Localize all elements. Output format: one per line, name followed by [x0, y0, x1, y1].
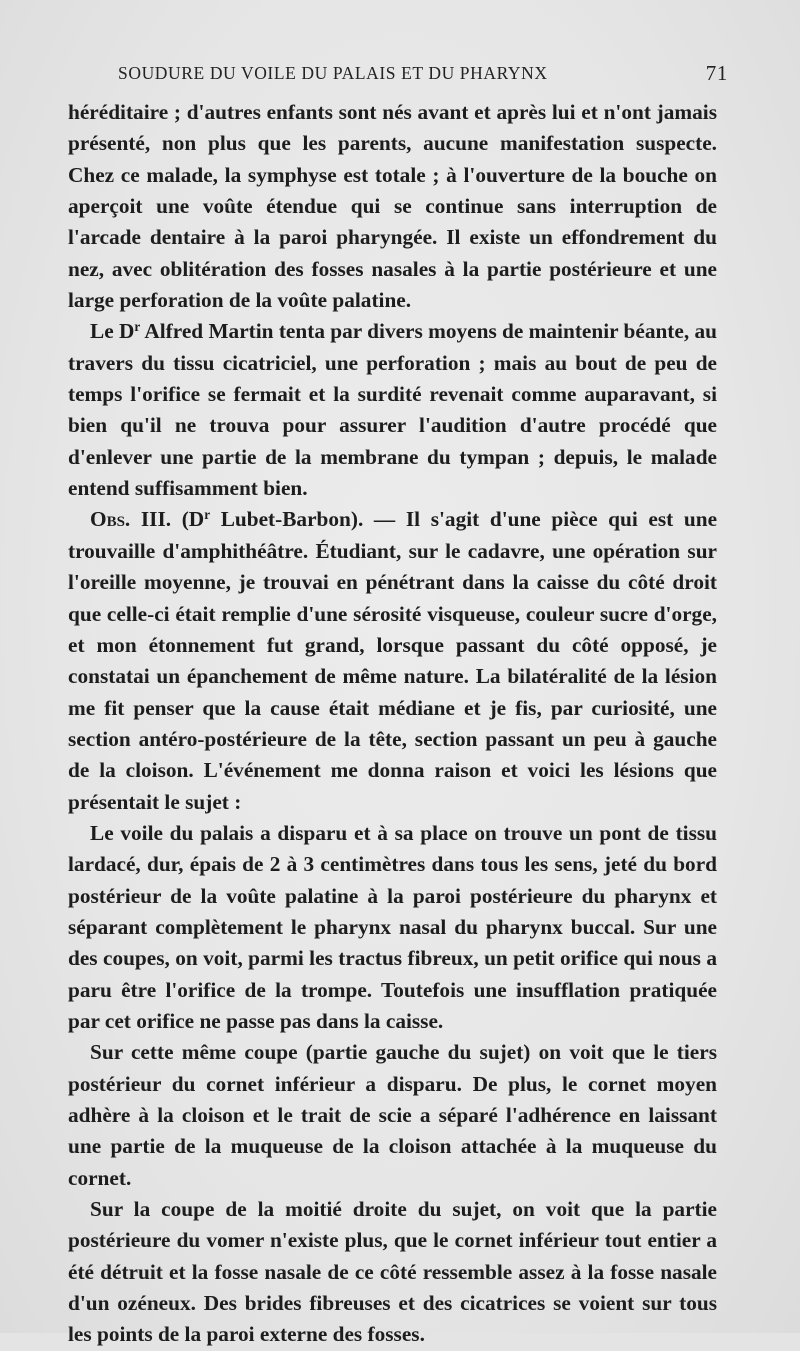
paragraph-text: — Il s'agit d'une pièce qui est une trouvaille d'amphithéâtre. Étudiant, sur le cadavre, une opération sur l'oreille moyenne, je trouvai en pénétrant dans la caisse du côté droit que celle-ci était remplie d'une sérosité visqueuse, couleur sucre d'orge, et mon étonnement fut grand, lorsque passant du côté opposé, je constatai un épanchement de même nature. La bilatéralité de la lésion me fit penser que la cause était médiane et je fis, par curiosité, une section antéro-postérieure de la tête, section passant un peu à gauche de la cloison. L'événement me donna raison et voici les lésions que présentait le sujet : [68, 507, 718, 814]
author-sup: r [204, 507, 211, 523]
running-title: SOUDURE DU VOILE DU PALAIS ET DU PHARYNX [118, 63, 548, 83]
paragraph-coupe-gauche: Sur cette même coupe (partie gauche du sujet) on voit que le tiers postérieur du cornet inférieur a disparu. De plus, le cornet moyen adhère à la cloison et le trait de scie a séparé l'adhérence en laissant une partie de la muqueuse de la cloison attachée à la muqueuse du cornet. [68, 1040, 717, 1190]
body-text [68, 97, 717, 1351]
author-name: Lubet-Barbon). [210, 507, 364, 532]
paragraph-voile: Le voile du palais a disparu et à sa place on trouve un pont de tissu lardacé, dur, épais de 2 à 3 centimètres dans tous les sens, jeté du bord postérieur de la voûte palatine à la paroi postérieure du pharynx et séparant complètement le pharynx nasal du pharynx buccal. Sur une des coupes, on voit, parmi les tractus fibreux, un petit orifice qui nous a paru être l'orifice de la trompe. Toutefois une insufflation pratiquée par cet orifice ne passe pas dans la caisse. [68, 820, 717, 1033]
paragraph-text: Alfred Martin tenta par divers moyens de maintenir béante, au travers du tissu cicatriciel, une perforation ; mais au bout de peu de temps l'orifice se fermait et la surdité revenait comme auparavant, si bien qu'il ne trouva pour assurer l'audition d'autre procédé que d'enlever une partie de la membrane du tympan ; depuis, le malade entend suffisamment bien. [68, 319, 717, 501]
running-head [118, 60, 728, 86]
page-number: 71 [705, 61, 728, 85]
doctor-abbrev: D [118, 319, 135, 344]
paragraph-continued: héréditaire ; d'autres enfants sont nés avant et après lui et n'ont jamais présenté, non plus que les parents, aucune manifestation suspecte. Chez ce malade, la symphyse est totale ; à l'ouverture de la bouche on aperçoit une voûte étendue qui se continue sans interruption de l'arcade dentaire à la paroi pharyngée. Il existe un effondrement du nez, avec oblitération des fosses nasales à la partie postérieure et une large perforation de la voûte palatine. [68, 100, 717, 313]
paragraph-observation-3 [68, 504, 717, 817]
paragraph-martin [68, 316, 717, 504]
paragraph-lead: Le [90, 319, 119, 344]
author-open: (D [171, 507, 205, 532]
doctor-abbrev-sup: r [134, 319, 141, 335]
observation-label: Obs. III. [90, 507, 172, 532]
paragraph-coupe-droite: Sur la coupe de la moitié droite du sujet, on voit que la partie postérieure du vomer n'existe plus, que le cornet inférieur tout entier a été détruit et la fosse nasale de ce côté ressemble assez à la fosse nasale d'un ozéneux. Des brides fibreuses et des cicatrices se voient sur tous les points de la paroi externe des fosses. [68, 1197, 717, 1347]
